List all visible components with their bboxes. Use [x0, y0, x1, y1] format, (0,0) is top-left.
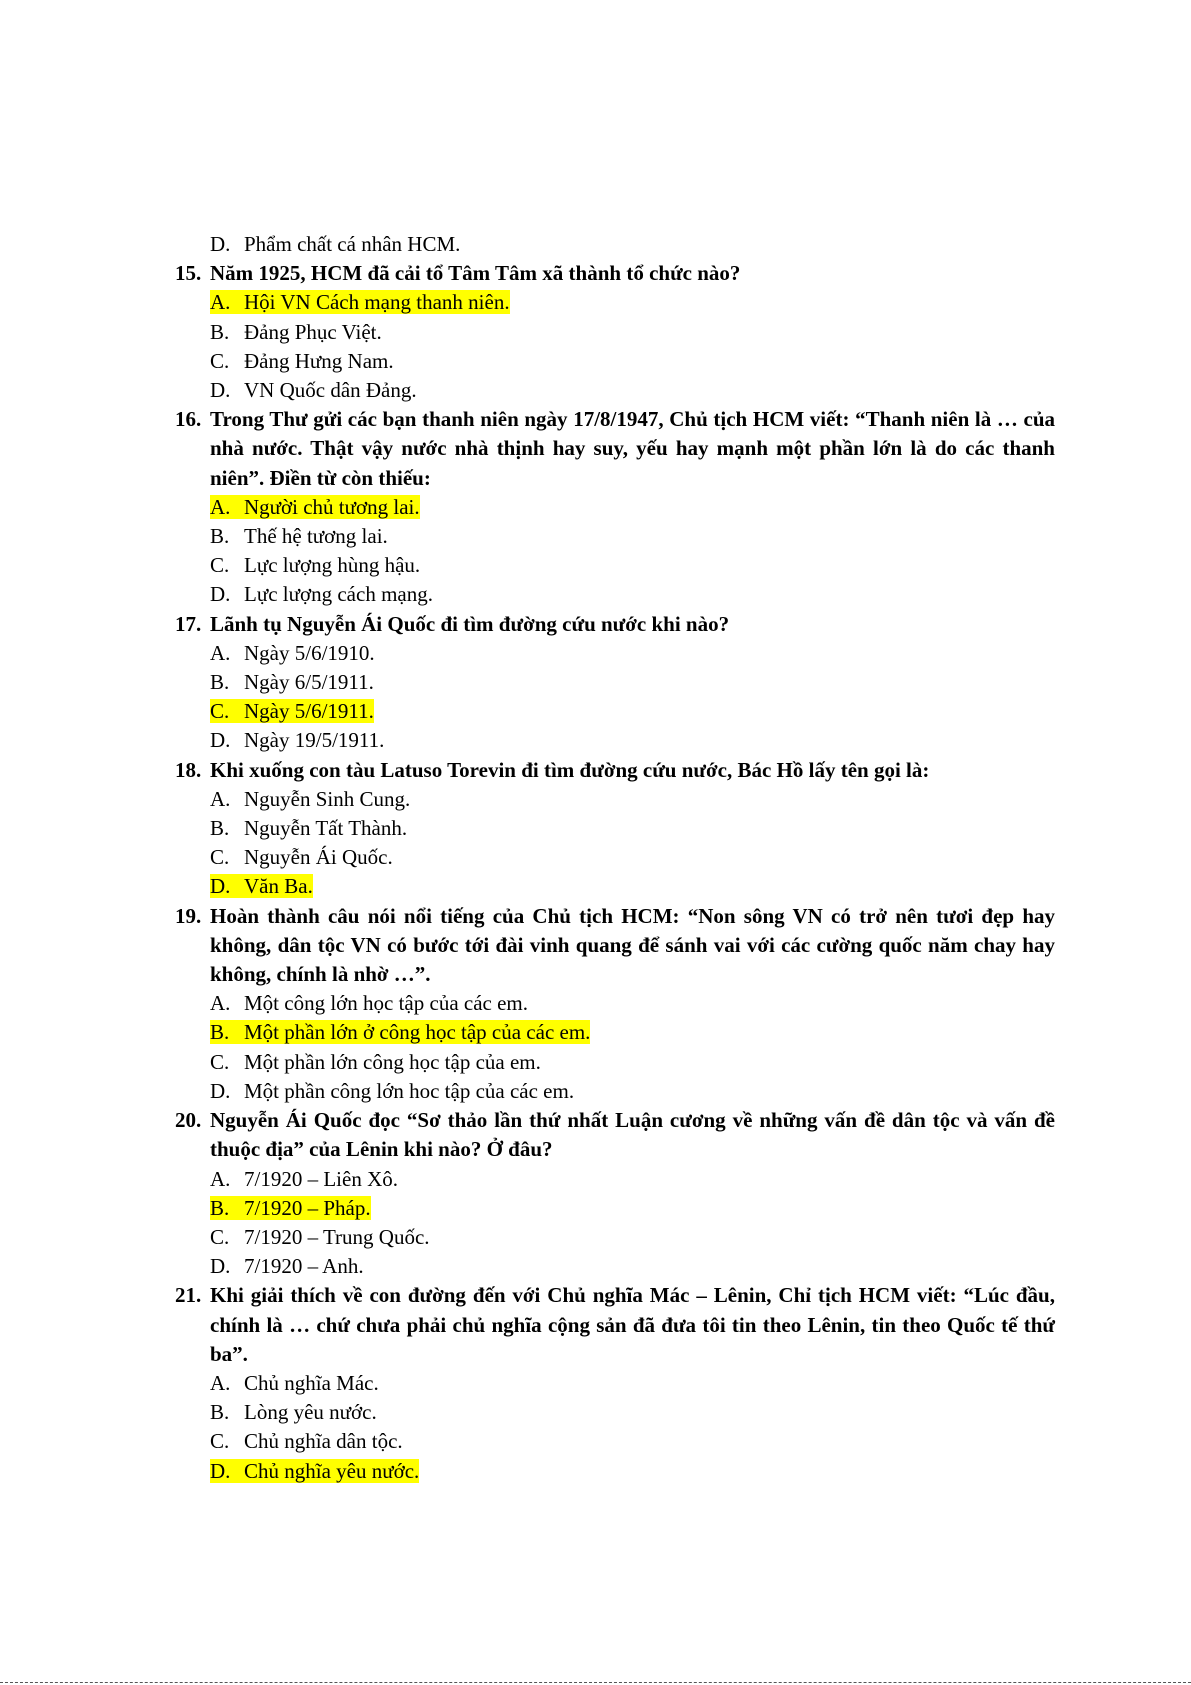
- option-content: [210, 320, 382, 344]
- option-text: Ngày 5/6/1911.: [244, 699, 374, 724]
- answer-highlight: [210, 699, 374, 723]
- option-letter: A.: [210, 786, 231, 811]
- option-content: [210, 1254, 364, 1278]
- option-d: [175, 376, 1055, 405]
- option-d: [175, 726, 1055, 755]
- option-letter: C.: [210, 348, 230, 373]
- option-text: Hội VN Cách mạng thanh niên.: [244, 290, 510, 315]
- option-content: [210, 1225, 430, 1249]
- option-b: [175, 814, 1055, 843]
- question-18: [175, 756, 1055, 785]
- option-b: [175, 1398, 1055, 1427]
- answer-highlight: [210, 495, 420, 519]
- option-text: Một phần công lớn hoc tập của các em.: [244, 1078, 575, 1103]
- option-a: [175, 989, 1055, 1018]
- question-19: [175, 902, 1055, 990]
- option-d: [175, 580, 1055, 609]
- option-letter: C.: [210, 553, 230, 578]
- option-content: [210, 1429, 403, 1453]
- option-letter: D.: [210, 1078, 231, 1103]
- question-number: 21.: [175, 1283, 202, 1308]
- question-number: 19.: [175, 903, 202, 928]
- option-c: [175, 1048, 1055, 1077]
- question-15: [175, 259, 1055, 288]
- option-letter: D.: [210, 728, 231, 753]
- answer-highlight: [210, 1196, 371, 1220]
- option-letter: C.: [210, 699, 230, 724]
- option-letter: A.: [210, 290, 231, 315]
- option-text: Một phần lớn công học tập của em.: [244, 1049, 541, 1074]
- option-content: [210, 728, 384, 752]
- lead-option: [175, 230, 1055, 259]
- option-text: Ngày 6/5/1911.: [244, 670, 374, 695]
- option-letter: D.: [210, 1458, 231, 1483]
- option-content: [210, 1079, 574, 1103]
- option-text: Thế hệ tương lai.: [244, 524, 388, 549]
- option-content: [210, 845, 393, 869]
- option-a-correct: [175, 288, 1055, 317]
- option-text: Nguyễn Tất Thành.: [244, 816, 408, 841]
- option-text: Chủ nghĩa dân tộc.: [244, 1429, 403, 1454]
- option-content: [210, 816, 407, 840]
- question-text: Năm 1925, HCM đã cải tổ Tâm Tâm xã thành tổ chức nào?: [210, 261, 741, 286]
- option-letter: B.: [210, 670, 230, 695]
- option-letter: B.: [210, 1400, 230, 1425]
- question-20: [175, 1106, 1055, 1164]
- option-letter: B.: [210, 1195, 230, 1220]
- option-content: [210, 1050, 541, 1074]
- option-letter: D.: [210, 874, 231, 899]
- question-number: 20.: [175, 1108, 202, 1133]
- option-c-correct: [175, 697, 1055, 726]
- option-text: VN Quốc dân Đảng.: [244, 378, 417, 403]
- option-a: [175, 1369, 1055, 1398]
- option-text: Ngày 19/5/1911.: [244, 728, 385, 753]
- question-list: [175, 259, 1055, 1486]
- option-content: [210, 524, 388, 548]
- option-text: Đảng Hưng Nam.: [244, 348, 394, 373]
- option-content: [210, 1400, 377, 1424]
- option-text: 7/1920 – Trung Quốc.: [244, 1224, 430, 1249]
- option-text: Nguyễn Ái Quốc.: [244, 845, 393, 870]
- option-text: Một phần lớn ở công học tập của các em.: [244, 1020, 591, 1045]
- option-text: 7/1920 – Pháp.: [244, 1195, 371, 1220]
- option-text: Lòng yêu nước.: [244, 1400, 377, 1425]
- option-content: [210, 378, 417, 402]
- option-c: [175, 1427, 1055, 1456]
- option-letter: B.: [210, 319, 230, 344]
- option-content: [210, 670, 374, 694]
- option-c: [175, 551, 1055, 580]
- option-content: [210, 641, 375, 665]
- question-number: 18.: [175, 757, 202, 782]
- question-text: Nguyễn Ái Quốc đọc “Sơ thảo lần thứ nhất Luận cương về những vấn đề dân tộc và vấn đề thuộc địa” của Lênin khi nào? Ở đâu?: [210, 1108, 1055, 1162]
- option-d: [175, 1252, 1055, 1281]
- option-letter: C.: [210, 1049, 230, 1074]
- question-text: Hoàn thành câu nói nổi tiếng của Chủ tịch HCM: “Non sông VN có trở nên tươi đẹp hay không, dân tộc VN có bước tới đài vinh quang để sánh vai với các cường quốc năm chay hay không, chính là nhờ …”.: [210, 903, 1055, 987]
- option-b-correct: [175, 1194, 1055, 1223]
- option-letter: A.: [210, 494, 231, 519]
- question-number: 17.: [175, 611, 202, 636]
- option-text: Lực lượng hùng hậu.: [244, 553, 421, 578]
- option-text: Một công lớn học tập của các em.: [244, 991, 529, 1016]
- answer-highlight: [210, 874, 313, 898]
- option-letter: D.: [210, 582, 231, 607]
- option-a-correct: [175, 493, 1055, 522]
- page-footer-rule: [0, 1682, 1191, 1683]
- option-text: 7/1920 – Anh.: [244, 1254, 364, 1279]
- option-letter: C.: [210, 845, 230, 870]
- question-text: Trong Thư gửi các bạn thanh niên ngày 17/8/1947, Chủ tịch HCM viết: “Thanh niên là … của nhà nước. Thật vậy nước nhà thịnh hay suy, yếu hay mạnh một phần lớn là do các thanh niên”. Điền từ còn thiếu:: [210, 407, 1055, 490]
- question-number: 15.: [175, 261, 202, 286]
- option-letter: D.: [210, 232, 231, 256]
- option-letter: B.: [210, 1020, 230, 1045]
- option-text: Chủ nghĩa Mác.: [244, 1370, 379, 1395]
- option-d-correct: [175, 872, 1055, 901]
- option-b-correct: [175, 1018, 1055, 1047]
- question-text: Khi giải thích về con đường đến với Chủ nghĩa Mác – Lênin, Chỉ tịch HCM viết: “Lúc đầu, chính là … chứ chưa phải chủ nghĩa cộng sản đã đưa tôi tin theo Lênin, tin theo Quốc tế thứ ba”.: [210, 1283, 1055, 1366]
- option-text: Nguyễn Sinh Cung.: [244, 786, 411, 811]
- option-content: [210, 787, 410, 811]
- option-d-correct: [175, 1457, 1055, 1486]
- option-text: Người chủ tương lai.: [244, 494, 420, 519]
- option-c: [175, 347, 1055, 376]
- option-content: [210, 1371, 379, 1395]
- option-text: Chủ nghĩa yêu nước.: [244, 1458, 420, 1483]
- question-text: Khi xuống con tàu Latuso Torevin đi tìm đường cứu nước, Bác Hồ lấy tên gọi là:: [210, 757, 930, 782]
- option-c: [175, 1223, 1055, 1252]
- option-letter: B.: [210, 524, 230, 549]
- option-a: [175, 785, 1055, 814]
- option-b: [175, 522, 1055, 551]
- option-letter: D.: [210, 378, 231, 403]
- option-letter: C.: [210, 1224, 230, 1249]
- option-content: [210, 349, 394, 373]
- answer-highlight: [210, 1459, 419, 1483]
- option-content: [210, 991, 528, 1015]
- option-letter: B.: [210, 816, 230, 841]
- option-d: [175, 1077, 1055, 1106]
- answer-highlight: [210, 290, 510, 314]
- option-text: Phẩm chất cá nhân HCM.: [244, 232, 461, 256]
- question-16: [175, 405, 1055, 493]
- question-number: 16.: [175, 407, 202, 432]
- option-letter: A.: [210, 1166, 231, 1191]
- option-a: [175, 1165, 1055, 1194]
- option-text: Lực lượng cách mạng.: [244, 582, 433, 607]
- option-content: [210, 1167, 398, 1191]
- option-content: [210, 553, 420, 577]
- option-a: [175, 639, 1055, 668]
- option-b: [175, 668, 1055, 697]
- question-text: Lãnh tụ Nguyễn Ái Quốc đi tìm đường cứu nước khi nào?: [210, 611, 730, 636]
- answer-highlight: [210, 1020, 590, 1044]
- option-text: Văn Ba.: [244, 874, 313, 899]
- question-21: [175, 1281, 1055, 1369]
- document-body: [175, 230, 1055, 1486]
- option-c: [175, 843, 1055, 872]
- option-content: [210, 582, 433, 606]
- option-text: 7/1920 – Liên Xô.: [244, 1166, 398, 1191]
- option-letter: C.: [210, 1429, 230, 1454]
- option-letter: A.: [210, 640, 231, 665]
- option-letter: D.: [210, 1254, 231, 1279]
- option-letter: A.: [210, 991, 231, 1016]
- option-text: Ngày 5/6/1910.: [244, 640, 375, 665]
- option-text: Đảng Phục Việt.: [244, 319, 382, 344]
- question-17: [175, 610, 1055, 639]
- option-letter: A.: [210, 1370, 231, 1395]
- option-b: [175, 318, 1055, 347]
